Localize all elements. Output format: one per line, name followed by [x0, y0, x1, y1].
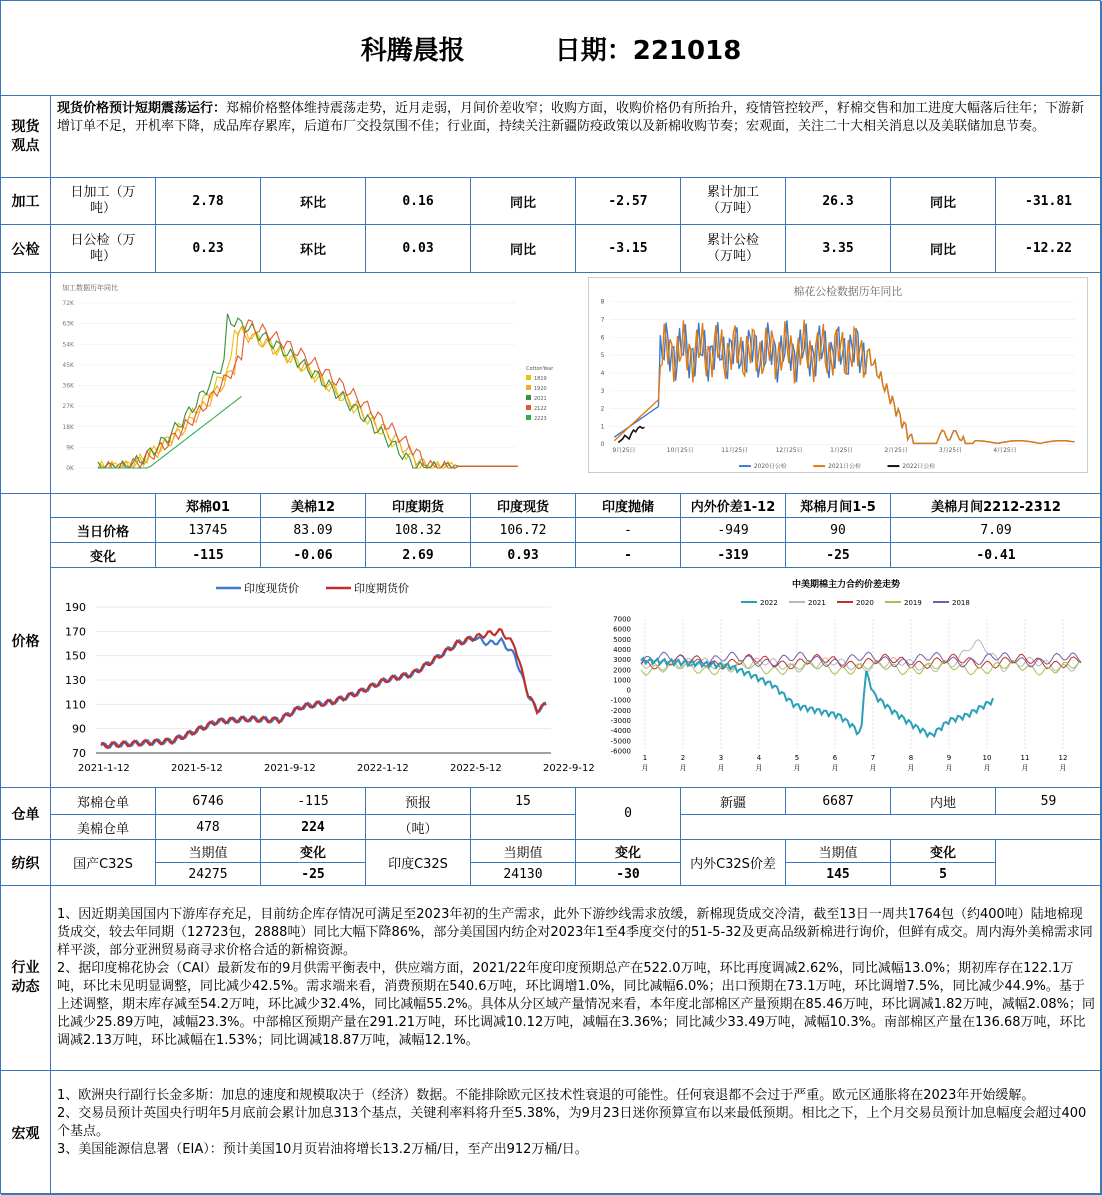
x-tick-unit: 月	[1021, 764, 1029, 772]
x-tick-unit: 月	[641, 764, 649, 772]
x-tick-label: 1月25日	[830, 447, 854, 455]
us-warehouse-value: 478	[156, 815, 261, 840]
y-tick-label: -1000	[610, 696, 631, 705]
daily-inspection-value: 0.23	[156, 225, 261, 273]
daily-inspection-label: 日公检（万吨）	[51, 225, 156, 273]
macro-text	[51, 1071, 1102, 1195]
legend-label: 2021	[534, 396, 547, 402]
series-line-2223	[98, 396, 242, 468]
industry-p1: 1、因近期美国国内下游库存充足，目前纺企库存情况可满足至2023年初的生产需求，此外下游纱线需求放缓，新棉现货成交冷清，截至13日一周共1764包（约400吨）陆地棉现货成交，较去年同期（12723包，2888吨）同比大幅下降86%，部分美国国内纺企对2023年1至4季度交付的51-5-32及更高品级新棉进行询价，但鲜有成交。周内海外美棉需求同样平淡，部分亚洲贸易商寻求价格合适的新棉资源。	[57, 907, 1093, 958]
diff-c32s-value: 145	[786, 863, 891, 886]
legend-label: 2021	[808, 599, 826, 607]
y-tick-label: -6000	[610, 747, 631, 756]
x-tick-unit: 月	[793, 764, 801, 772]
charts-row2	[51, 568, 1102, 788]
legend-label: 印度现货价	[244, 582, 299, 595]
industry-label-cell	[1, 886, 51, 1071]
x-tick-label: 2021-1-12	[78, 763, 130, 774]
xinjiang-value: 6687	[786, 788, 891, 815]
cum-processing-value: 26.3	[786, 178, 891, 225]
industry-label: 行业动态	[11, 960, 40, 995]
y-tick-label: 190	[65, 601, 86, 614]
macro-p3: 3、美国能源信息署（EIA）：预计美国10月页岩油将增长13.2万桶/日，至产出912万桶/日。	[57, 1142, 588, 1157]
price-header: 印度现货	[471, 494, 576, 518]
y-tick-label: 72K	[62, 300, 74, 307]
price-value: 13745	[156, 518, 261, 543]
y-tick-label: 45K	[62, 361, 74, 369]
x-tick-label: 11月25日	[721, 447, 749, 455]
y-tick-label: 70	[72, 747, 86, 760]
price-value: 7.09	[891, 518, 1102, 543]
cum-inspection-label: 累计公检（万吨）	[681, 225, 786, 273]
inspection-hb-value: 0.03	[366, 225, 471, 273]
charts-row1-label	[1, 273, 51, 494]
zc-warehouse-value: 6746	[156, 788, 261, 815]
india-price-chart	[56, 573, 595, 778]
y-tick-label: 54K	[62, 341, 74, 349]
inspection-history-chart	[588, 277, 1088, 473]
price-change: -	[576, 543, 681, 568]
y-tick-label: 4	[600, 370, 605, 377]
x-tick-label: 4月25日	[993, 447, 1017, 455]
y-tick-label: 3	[600, 387, 605, 395]
y-tick-label: -3000	[610, 717, 631, 726]
y-tick-label: 7	[600, 316, 605, 324]
price-header: 郑棉01	[156, 494, 261, 518]
price-header: 印度抛储	[576, 494, 681, 518]
y-tick-label: 8	[600, 298, 605, 306]
price-change: -0.41	[891, 543, 1102, 568]
series-line-2022日公检	[618, 426, 644, 442]
inland-label: 内地	[891, 788, 996, 815]
y-tick-label: 130	[65, 674, 86, 687]
inspection-hb-label: 环比	[261, 225, 366, 273]
report-title: 科腾晨报	[360, 35, 465, 66]
legend-label: 1920	[534, 386, 547, 392]
us-warehouse-change: 224	[261, 815, 366, 840]
in-c32s-change: -30	[576, 863, 681, 886]
processing-tb-value: -2.57	[576, 178, 681, 225]
price-row2-label: 变化	[51, 543, 156, 568]
processing-hb-label: 环比	[261, 178, 366, 225]
daily-processing-label: 日加工（万吨）	[51, 178, 156, 225]
x-tick-label: 2021-9-12	[264, 763, 316, 774]
spot-label: 现货观点	[11, 118, 40, 154]
series-line-2022	[641, 658, 993, 736]
legend-swatch	[526, 405, 531, 410]
y-tick-label: 0	[600, 441, 605, 449]
price-value: -949	[681, 518, 786, 543]
legend-swatch	[526, 395, 531, 400]
y-tick-label: 2000	[613, 666, 631, 675]
cn-c32s-value: 24275	[156, 863, 261, 886]
cn-chg-label: 变化	[261, 840, 366, 863]
cn-cur-label: 当期值	[156, 840, 261, 863]
x-tick-label: 4	[756, 754, 762, 762]
diff-c32s-label: 内外C32S价差	[681, 840, 786, 886]
price-change: -25	[786, 543, 891, 568]
legend-label: 2122	[534, 406, 547, 412]
y-tick-label: 0K	[66, 465, 74, 472]
industry-text	[51, 886, 1102, 1071]
zc-warehouse-label: 郑棉仓单	[51, 788, 156, 815]
y-tick-label: 110	[65, 698, 86, 712]
price-value: 90	[786, 518, 891, 543]
x-tick-label: 2月25日	[884, 447, 908, 455]
legend-label: 1819	[534, 376, 547, 382]
diff-c32s-change: 5	[891, 863, 996, 886]
warehouse-unit: （吨）	[366, 815, 471, 840]
x-tick-label: 10	[982, 754, 992, 762]
inland-value: 59	[996, 788, 1102, 815]
x-tick-label: 6	[832, 754, 838, 762]
price-change: -115	[156, 543, 261, 568]
price-change: -319	[681, 543, 786, 568]
legend-title: CottonYear	[526, 366, 554, 372]
x-tick-label: 7	[870, 754, 876, 762]
forecast-value: 15	[471, 788, 576, 815]
x-tick-label: 2022-1-12	[357, 763, 409, 774]
textile-empty	[996, 840, 1102, 886]
series-line-1920	[98, 327, 518, 468]
price-change: 2.69	[366, 543, 471, 568]
cum-inspection-value: 3.35	[786, 225, 891, 273]
price-change: -0.06	[261, 543, 366, 568]
processing-label: 加工	[1, 178, 51, 225]
cum-processing-tb-value: -31.81	[996, 178, 1102, 225]
macro-label: 宏观	[1, 1071, 51, 1195]
diff-chg-label: 变化	[891, 840, 996, 863]
warehouse-empty-2	[681, 815, 1102, 840]
y-tick-label: 4000	[613, 645, 631, 654]
series-line-2021	[98, 314, 518, 468]
legend-label: 2020日公检	[753, 463, 787, 471]
cum-inspection-tb-label: 同比	[891, 225, 996, 273]
series-line-印度现货价	[101, 637, 546, 748]
x-tick-label: 2021-5-12	[171, 763, 223, 774]
in-c32s-value: 24130	[471, 863, 576, 886]
x-tick-label: 3月25日	[938, 447, 963, 455]
legend-label: 2020	[856, 599, 874, 607]
price-value: -	[576, 518, 681, 543]
x-tick-unit: 月	[755, 764, 763, 772]
cum-processing-tb-label: 同比	[891, 178, 996, 225]
y-tick-label: 3000	[613, 656, 631, 665]
cum-inspection-tb-value: -12.22	[996, 225, 1102, 273]
price-value: 106.72	[471, 518, 576, 543]
in-cur-label: 当期值	[471, 840, 576, 863]
y-tick-label: 9K	[66, 444, 74, 452]
spot-view-cell	[51, 96, 1102, 178]
header-row	[1, 1, 1102, 96]
macro-p2: 2、交易员预计英国央行明年5月底前会累计加息313个基点，关键利率料将升至5.38%，为9月23日迷你预算宣布以来最低预期。相比之下，上个月交易员预计加息幅度会超过400个基点。	[57, 1106, 1087, 1139]
y-tick-label: 90	[72, 722, 86, 736]
price-change: 0.93	[471, 543, 576, 568]
y-tick-label: -4000	[610, 727, 631, 736]
x-tick-unit: 月	[831, 764, 839, 772]
y-tick-label: 18K	[62, 423, 74, 431]
y-tick-label: 5	[600, 352, 605, 360]
price-value: 108.32	[366, 518, 471, 543]
spot-body: 郑棉价格整体维持震荡走势，近月走弱，月间价差收窄；收购方面，收购价格仍有所抬升，疫情管控较严，籽棉交售和加工进度大幅落后往年；下游新增订单不足，开机率下降，成品库存累库，后道布厂交投氛围不佳；行业面，持续关注新疆防疫政策以及新棉收购节奏；宏观面，关注二十大相关消息以及美联储加息节奏。	[57, 101, 1085, 134]
legend-swatch	[526, 415, 531, 420]
x-tick-label: 9	[946, 754, 952, 762]
processing-hb-value: 0.16	[366, 178, 471, 225]
y-tick-label: 2	[600, 405, 605, 413]
daily-processing-value: 2.78	[156, 178, 261, 225]
price-header: 美棉12	[261, 494, 366, 518]
legend-label: 2223	[534, 416, 547, 422]
legend-label: 2022日公检	[902, 463, 936, 471]
y-tick-label: 150	[65, 649, 86, 663]
legend-swatch	[526, 385, 531, 390]
legend-label: 2022	[760, 599, 778, 607]
x-tick-unit: 月	[717, 764, 725, 772]
price-label: 价格	[1, 494, 51, 788]
spot-label-cell	[1, 96, 51, 178]
price-header: 内外价差1-12	[681, 494, 786, 518]
y-tick-label: 6000	[613, 625, 631, 634]
price-row1-label: 当日价格	[51, 518, 156, 543]
y-tick-label: 1	[600, 423, 605, 431]
zc-warehouse-change: -115	[261, 788, 366, 815]
inspection-tb-label: 同比	[471, 225, 576, 273]
x-tick-label: 1	[642, 754, 648, 762]
y-tick-label: 1000	[613, 676, 631, 685]
y-tick-label: 5000	[613, 635, 631, 644]
spread-chart-title: 中美期棉主力合约价差走势	[791, 580, 901, 590]
y-tick-label: 7000	[613, 615, 631, 624]
x-tick-label: 3	[718, 754, 724, 762]
y-tick-label: 6	[600, 334, 605, 342]
forecast-label: 预报	[366, 788, 471, 815]
in-chg-label: 变化	[576, 840, 681, 863]
legend-label: 2018	[952, 599, 970, 607]
spread-chart	[591, 573, 1086, 778]
y-tick-label: -2000	[610, 706, 631, 715]
industry-p2: 2、据印度棉花协会（CAI）最新发布的9月供需平衡表中，供应端方面，2021/22年度印度预期总产在522.0万吨，环比再度调减2.62%，同比减幅13.0%；期初库存在122.1万吨，环比未见明显调整，同比减少42.5%。需求端来看，消费预期在540.6万吨，环比调增1.0%，同比减幅6.0%；出口预期在73.1万吨，环比调增7.5%，同比减少44.9%。基于上述调整，期末库存减至54.2万吨，环比减少32.4%，同比减幅55.2%。具体从分区域产量情况来看，本年度北部棉区产量预期在85.46万吨，环比调减1.82万吨，减幅2.08%；同比减少25.89万吨，减幅23.3%。中部棉区预期产量在291.21万吨，环比调减10.12万吨，减幅在3.36%；同比减少33.49万吨，减幅10.3%。南部棉区产量在136.68万吨，环比调减2.13万吨，环比减幅在1.53%；同比调减18.87万吨，减幅12.1%。	[57, 961, 1096, 1048]
cn-c32s-change: -25	[261, 863, 366, 886]
diff-cur-label: 当期值	[786, 840, 891, 863]
x-tick-unit: 月	[907, 764, 915, 772]
x-tick-label: 11	[1020, 754, 1030, 762]
processing-chart-title: 加工数据历年同比	[62, 284, 118, 292]
series-line-2020日公检	[614, 320, 1074, 443]
x-tick-label: 12	[1058, 754, 1068, 762]
y-tick-label: -5000	[610, 737, 631, 746]
legend-label: 2019	[904, 599, 922, 607]
legend-label: 2021日公检	[828, 463, 861, 471]
x-tick-label: 2022-9-12	[543, 763, 595, 774]
y-tick-label: 27K	[62, 403, 74, 411]
textile-label: 纺织	[1, 840, 51, 886]
x-tick-label: 8	[908, 754, 914, 762]
price-header: 郑棉月间1-5	[786, 494, 891, 518]
x-tick-label: 10月25日	[666, 447, 694, 455]
x-tick-label: 9月25日	[612, 447, 636, 455]
warehouse-empty-1	[471, 815, 576, 840]
warehouse-label: 仓单	[1, 788, 51, 840]
y-tick-label: 170	[65, 625, 86, 639]
x-tick-unit: 月	[983, 764, 991, 772]
cn-c32s-label: 国产C32S	[51, 840, 156, 886]
xinjiang-label: 新疆	[681, 788, 786, 815]
us-warehouse-label: 美棉仓单	[51, 815, 156, 840]
in-c32s-label: 印度C32S	[366, 840, 471, 886]
x-tick-unit: 月	[945, 764, 953, 772]
price-corner	[51, 494, 156, 518]
processing-history-chart	[56, 278, 566, 473]
y-tick-label: 0	[626, 686, 631, 695]
x-tick-unit: 月	[679, 764, 687, 772]
series-line-印度期货价	[101, 629, 546, 748]
x-tick-unit: 月	[1059, 764, 1067, 772]
x-tick-label: 2022-5-12	[450, 763, 502, 774]
legend-swatch	[526, 375, 531, 380]
inspection-tb-value: -3.15	[576, 225, 681, 273]
inspection-label: 公检	[1, 225, 51, 273]
x-tick-unit: 月	[869, 764, 877, 772]
cum-processing-label: 累计加工（万吨）	[681, 178, 786, 225]
y-tick-label: 36K	[62, 382, 74, 390]
spot-heading: 现货价格预计短期震荡运行：	[57, 101, 227, 116]
macro-p1: 1、欧洲央行副行长金多斯：加息的速度和规模取决于（经济）数据。不能排除欧元区技术性衰退的可能性。任何衰退都不会过于严重。欧元区通胀将在2023年开始缓解。	[57, 1088, 1035, 1103]
forecast-change: 0	[576, 788, 681, 840]
report-date: 日期：221018	[554, 35, 742, 66]
y-tick-label: 63K	[62, 320, 74, 328]
x-tick-label: 12月25日	[775, 447, 803, 455]
x-tick-label: 5	[794, 754, 800, 762]
price-value: 83.09	[261, 518, 366, 543]
legend-label: 印度期货价	[354, 582, 409, 595]
x-tick-label: 2	[680, 754, 686, 762]
processing-tb-label: 同比	[471, 178, 576, 225]
price-header: 美棉月间2212-2312	[891, 494, 1102, 518]
charts-row1	[51, 273, 1102, 494]
price-header: 印度期货	[366, 494, 471, 518]
inspection-chart-title: 棉花公检数据历年同比	[793, 284, 903, 298]
